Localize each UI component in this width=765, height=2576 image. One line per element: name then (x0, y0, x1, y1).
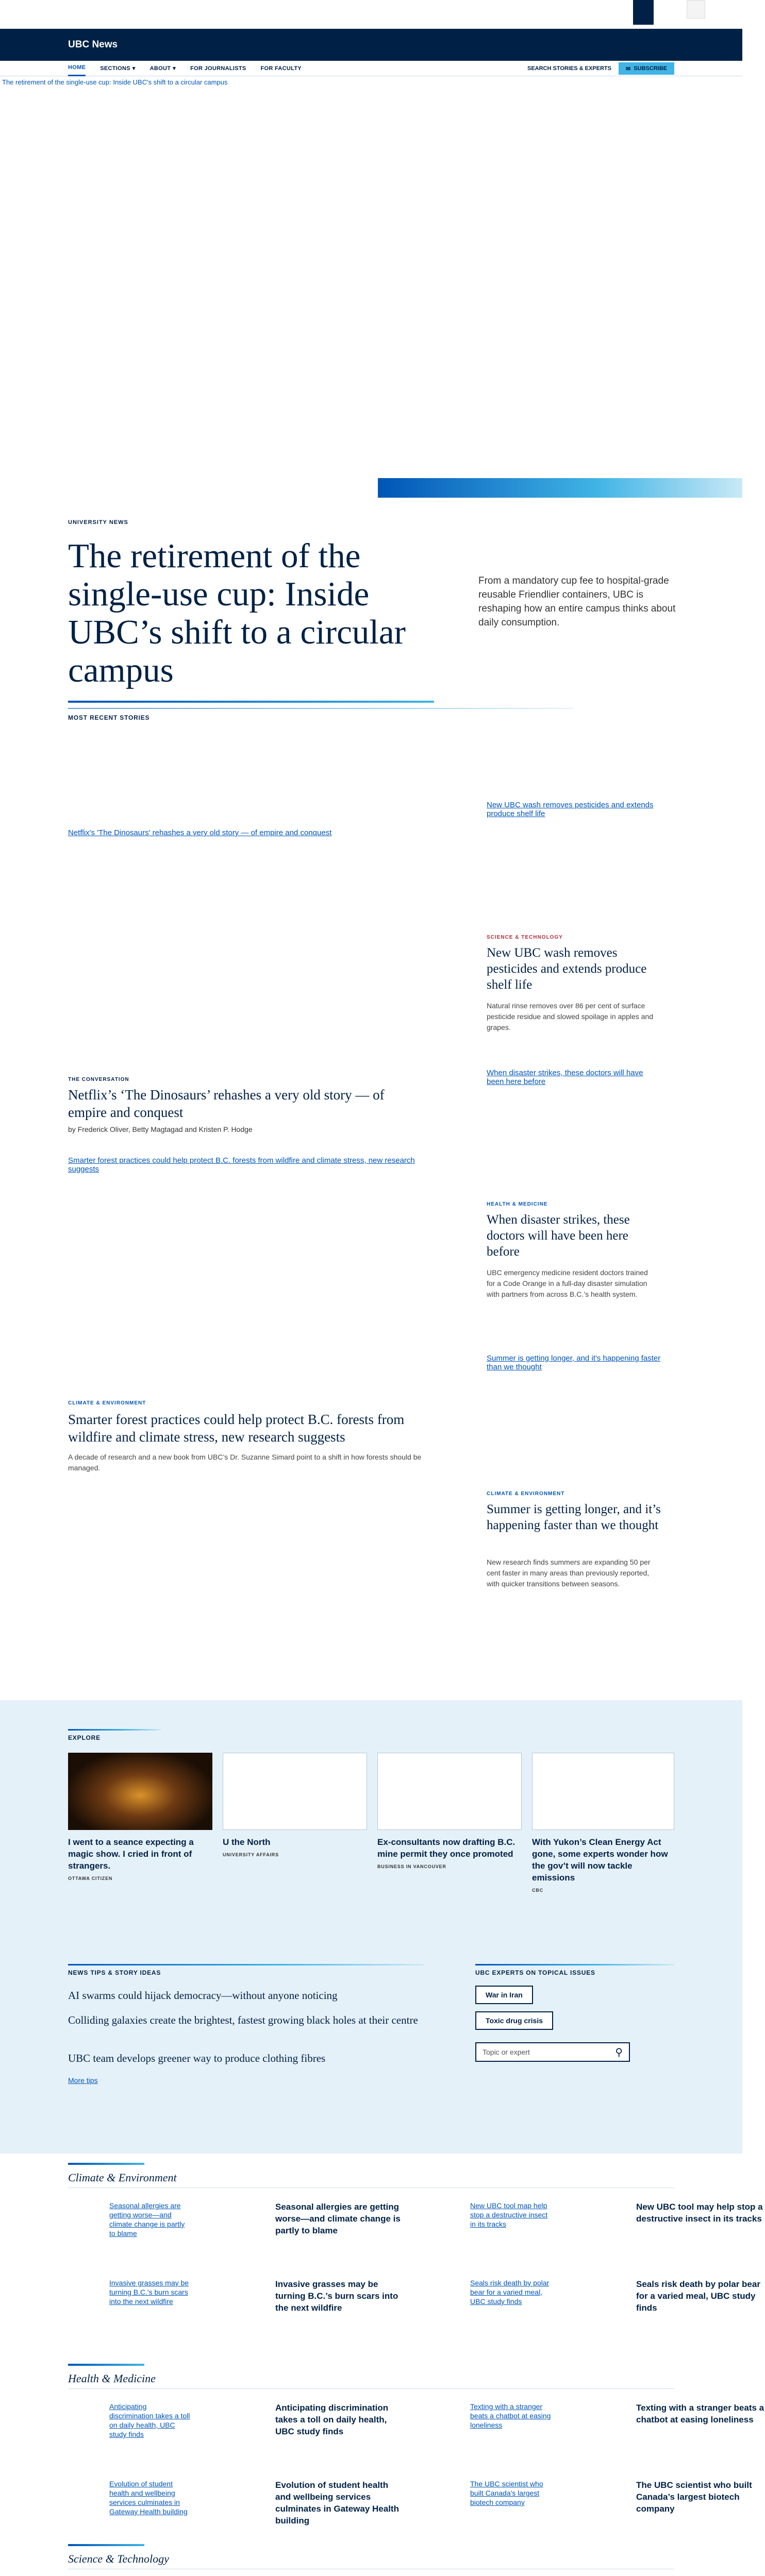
tip-item-3[interactable]: UBC team develops greener way to produce clothing fibres (68, 2052, 326, 2064)
nav-item-for-faculty[interactable]: FOR FACULTY (260, 65, 302, 72)
nav-subscribe-button[interactable]: ✉ SUBSCRIBE (619, 62, 674, 75)
most-recent-label: MOST RECENT STORIES (68, 714, 150, 721)
explore-card-2-title[interactable]: U the North (223, 1837, 271, 1847)
explore-rule (68, 1729, 161, 1731)
category-story-title[interactable]: Texting with a stranger beats a chatbot at easing loneliness (636, 2403, 764, 2425)
featured-story-byline: by Frederick Oliver, Betty Magtagad and Kristen P. Hodge (68, 1125, 253, 1133)
search-stories-link[interactable]: SEARCH STORIES & EXPERTS (527, 65, 611, 72)
category-story-title[interactable]: Evolution of student health and wellbeing services culminates in Gateway Health building (275, 2480, 399, 2526)
category-rule (68, 2544, 144, 2546)
category-rule (68, 2364, 144, 2366)
second-story-category[interactable]: CLIMATE & ENVIRONMENT (68, 1400, 146, 1406)
explore-card-1-title[interactable]: I went to a seance expecting a magic show. I cried in front of strangers. (68, 1837, 194, 1871)
experts-rule (475, 1964, 674, 1965)
hero-eyebrow[interactable]: UNIVERSITY NEWS (68, 519, 128, 526)
side-story-3-category[interactable]: CLIMATE & ENVIRONMENT (487, 1491, 565, 1497)
category-story-title[interactable]: Invasive grasses may be turning B.C.’s burn scars into the next wildfire (275, 2279, 398, 2313)
explore-card-1-image[interactable] (68, 1753, 212, 1830)
experts-label: UBC EXPERTS ON TOPICAL ISSUES (475, 1969, 595, 1976)
category-section-health-medicine (0, 2354, 764, 2540)
featured-story-title[interactable]: Netflix’s ‘The Dinosaurs’ rehashes a very old story — of empire and conquest (68, 1087, 385, 1120)
most-recent-stories (0, 787, 742, 1766)
category-story-image[interactable]: The UBC scientist who built Canada's largest biotech company (470, 2480, 543, 2506)
brand-bar-toggle[interactable] (687, 0, 705, 19)
category-story-title[interactable]: Seasonal allergies are getting worse—and climate change is partly to blame (275, 2202, 401, 2235)
explore-card-2-source: UNIVERSITY AFFAIRS (223, 1852, 279, 1857)
explore-card-4[interactable] (532, 1753, 674, 1893)
unit-name-bar (0, 29, 742, 61)
site-unit-name[interactable]: UBC News (68, 39, 118, 50)
explore-card-1-source: OTTAWA CITIZEN (68, 1876, 113, 1881)
explore-card-1[interactable] (68, 1753, 212, 1881)
category-story-image[interactable]: New UBC tool map help stop a destructive insect in its tracks (470, 2201, 548, 2228)
topic-search-placeholder: Topic or expert (483, 2048, 530, 2056)
explore-card-3-image[interactable] (377, 1753, 522, 1830)
hero-underline (68, 701, 434, 703)
featured-story-image[interactable]: Netflix's 'The Dinosaurs' rehashes a very old story — of empire and conquest (68, 828, 332, 837)
explore-card-3-source: BUSINESS IN VANCOUVER (377, 1864, 446, 1869)
main-navigation (0, 61, 742, 76)
side-story-2-category[interactable]: HEALTH & MEDICINE (487, 1201, 548, 1207)
explore-card-4-title[interactable]: With Yukon’s Clean Energy Act gone, some experts wonder how the gov’t will now tackle emissions (532, 1837, 668, 1883)
ubc-crest-logo[interactable] (633, 0, 654, 25)
category-heading[interactable]: Health & Medicine (68, 2372, 156, 2385)
side-story-2-title[interactable]: When disaster strikes, these doctors will have been here before (487, 1213, 630, 1259)
search-icon[interactable]: ⚲ (615, 2047, 623, 2058)
side-story-1-category[interactable]: SCIENCE & TECHNOLOGY (487, 935, 563, 940)
tips-rule (68, 1964, 424, 1965)
explore-card-2[interactable] (223, 1753, 367, 1857)
explore-card-3[interactable] (377, 1753, 522, 1869)
side-story-1-image[interactable]: New UBC wash removes pesticides and extends produce shelf life (487, 801, 654, 818)
topic-search-input[interactable] (475, 2042, 630, 2062)
category-rule (68, 2163, 144, 2165)
category-story-image[interactable]: Texting with a stranger beats a chatbot at easing loneliness (470, 2402, 551, 2429)
chevron-down-icon: ▾ (132, 65, 136, 72)
second-story-image[interactable]: Smarter forest practices could help protect B.C. forests from wildfire and climate stress, new research suggests (68, 1156, 415, 1174)
side-story-1-desc: Natural rinse removes over 86 per cent of surface pesticide residue and slowed spoilage in apples and grapes. (487, 1002, 653, 1031)
category-divider (68, 2388, 674, 2389)
category-section-climate-environment (0, 2154, 763, 2339)
hero-section (0, 478, 742, 787)
nav-item-home[interactable]: HOME (68, 61, 86, 76)
more-tips-link[interactable]: More tips (68, 2076, 98, 2084)
category-story-image[interactable]: Seasonal allergies are getting worse—and climate change is partly to blame (109, 2201, 185, 2238)
recent-rule (68, 708, 573, 709)
expert-toxic-drug-crisis-button[interactable]: Toxic drug crisis (475, 2011, 553, 2030)
category-story-image[interactable]: Seals risk death by polar bear for a varied meal, UBC study finds (470, 2279, 550, 2306)
category-story-image[interactable]: Evolution of student health and wellbeing services culminates in Gateway Health building (109, 2480, 188, 2516)
category-story-title[interactable]: Seals risk death by polar bear for a varied meal, UBC study finds (636, 2279, 760, 2313)
hero-accent-band (378, 478, 742, 498)
chevron-down-icon: ▾ (173, 65, 176, 72)
category-heading[interactable]: Science & Technology (68, 2552, 169, 2565)
side-story-3-image[interactable]: Summer is getting longer, and it's happening faster than we thought (487, 1354, 661, 1371)
explore-card-4-source: CBC (532, 1888, 543, 1893)
category-story-title[interactable]: The UBC scientist who built Canada’s largest biotech company (636, 2480, 752, 2514)
nav-item-about[interactable]: ABOUT ▾ (149, 65, 176, 72)
side-story-3-title[interactable]: Summer is getting longer, and it’s happening faster than we thought (487, 1502, 661, 1532)
hero-title[interactable]: The retirement of the single-use cup: Inside UBC’s shift to a circular campus (68, 537, 406, 689)
side-story-2-desc: UBC emergency medicine resident doctors trained for a Code Orange in a full-day disaster simulation with partners from across B.C.’s health system. (487, 1268, 648, 1298)
explore-card-2-image[interactable] (223, 1753, 367, 1830)
side-story-1-title[interactable]: New UBC wash removes pesticides and extends produce shelf life (487, 946, 647, 992)
tips-label: NEWS TIPS & STORY IDEAS (68, 1969, 161, 1976)
category-heading[interactable]: Climate & Environment (68, 2171, 177, 2184)
featured-story-category[interactable]: THE CONVERSATION (68, 1077, 129, 1082)
side-story-2-image[interactable]: When disaster strikes, these doctors will have been here before (487, 1069, 643, 1086)
hero-dek: From a mandatory cup fee to hospital-grade reusable Friendlier containers, UBC is reshaping how an entire campus thinks about daily consumption. (478, 575, 676, 628)
explore-card-3-title[interactable]: Ex-consultants now drafting B.C. mine permit they once promoted (377, 1837, 515, 1859)
explore-card-4-image[interactable] (532, 1753, 674, 1830)
tip-item-1[interactable]: AI swarms could hijack democracy—without anyone noticing (68, 1989, 338, 2002)
nav-item-for-journalists[interactable]: FOR JOURNALISTS (190, 65, 246, 72)
category-sections (0, 2154, 764, 2576)
category-story-title[interactable]: New UBC tool may help stop a destructive insect in its tracks (636, 2202, 763, 2224)
ubc-brand-bar (0, 0, 742, 29)
category-story-image[interactable]: Invasive grasses may be turning B.C.'s burn scars into the next wildfire (109, 2279, 189, 2306)
expert-war-in-iran-button[interactable]: War in Iran (475, 1986, 533, 2004)
mail-icon: ✉ (625, 65, 631, 72)
nav-item-sections[interactable]: SECTIONS ▾ (100, 65, 136, 72)
category-story-title[interactable]: Anticipating discrimination takes a toll on daily health, UBC study finds (275, 2403, 389, 2436)
tip-item-2[interactable]: Colliding galaxies create the brightest, fastest growing black holes at their centre (68, 2014, 418, 2026)
category-section-science-technology (0, 2535, 742, 2576)
hero-image[interactable]: The retirement of the single-use cup: Inside UBC's shift to a circular campus (2, 78, 228, 86)
category-story-image[interactable]: Anticipating discrimination takes a toll on daily health, UBC study finds (109, 2402, 190, 2438)
second-story-desc: A decade of research and a new book from UBC’s Dr. Suzanne Simard point to a shift in how forests should be managed. (68, 1453, 422, 1472)
explore-section (0, 1700, 742, 2154)
side-story-3-desc: New research finds summers are expanding 50 per cent faster in many areas than previously reported, with quicker transitions between seasons. (487, 1558, 651, 1588)
explore-label: EXPLORE (68, 1734, 101, 1741)
second-story-title[interactable]: Smarter forest practices could help protect B.C. forests from wildfire and climate stress, new research suggests (68, 1412, 405, 1445)
